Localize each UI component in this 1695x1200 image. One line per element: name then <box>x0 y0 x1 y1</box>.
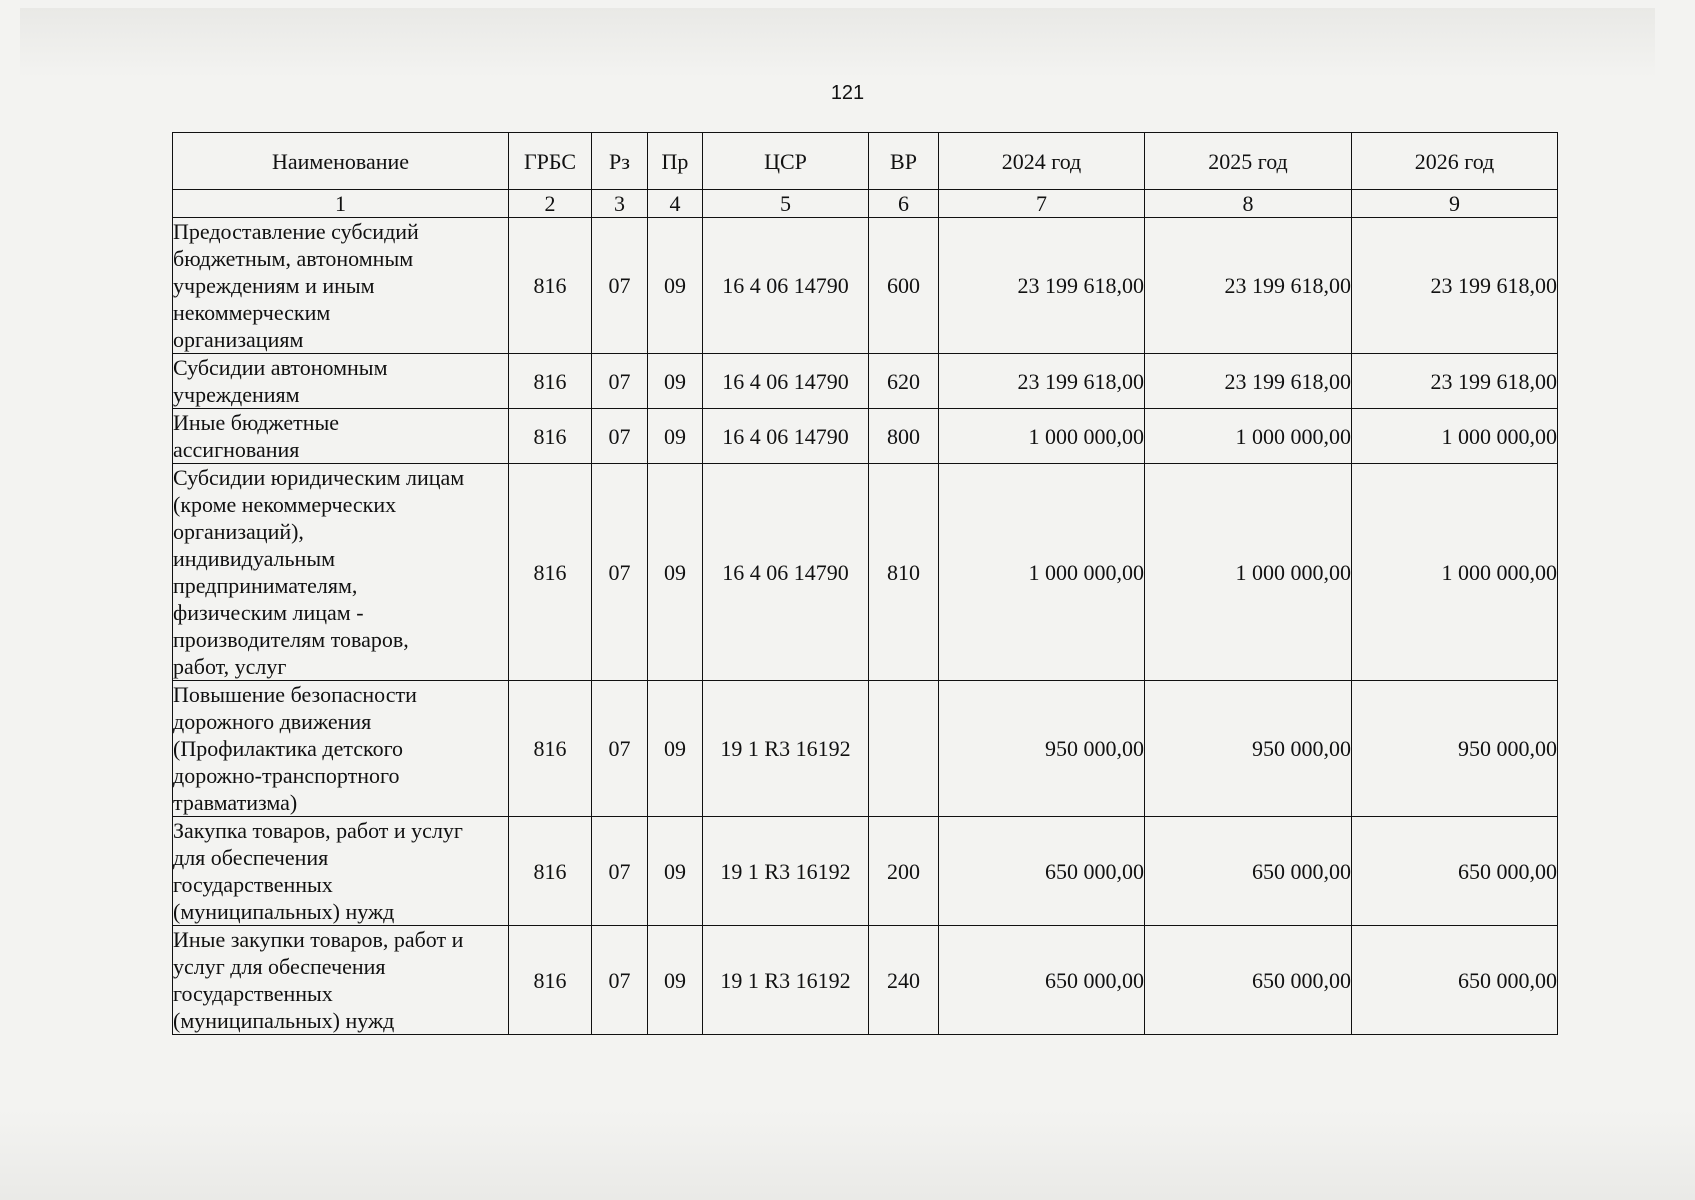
cell-name-line: Закупка товаров, работ и услуг <box>173 818 463 843</box>
cell-name-line: дорожного движения <box>173 709 372 734</box>
cell-name-line: дорожно-транспортного <box>173 763 400 788</box>
cell-name <box>173 926 509 1035</box>
cell-amount-2024: 1 000 000,00 <box>939 409 1145 464</box>
header-row <box>173 133 1558 190</box>
cell-name-line: учреждениям <box>173 382 300 407</box>
cell-amount-2026: 650 000,00 <box>1352 817 1558 926</box>
cell-amount-2026: 1 000 000,00 <box>1352 409 1558 464</box>
cell-vr: 620 <box>869 354 939 409</box>
cell-amount-2026: 23 199 618,00 <box>1352 218 1558 354</box>
cell-amount-2025: 650 000,00 <box>1145 926 1352 1035</box>
cell-amount-2025: 1 000 000,00 <box>1145 409 1352 464</box>
cell-amount-2026: 950 000,00 <box>1352 681 1558 817</box>
cell-vr: 600 <box>869 218 939 354</box>
cell-grbs: 816 <box>509 926 592 1035</box>
cell-amount-2024: 1 000 000,00 <box>939 464 1145 681</box>
column-number: 1 <box>173 190 509 218</box>
cell-name-line: физическим лицам - <box>173 600 364 625</box>
cell-csr: 16 4 06 14790 <box>703 218 869 354</box>
cell-amount-2024: 650 000,00 <box>939 817 1145 926</box>
cell-rz: 07 <box>592 817 648 926</box>
cell-csr: 16 4 06 14790 <box>703 464 869 681</box>
column-number: 5 <box>703 190 869 218</box>
cell-name-line: Субсидии юридическим лицам <box>173 465 465 490</box>
header-vr: ВР <box>869 133 939 190</box>
cell-amount-2025: 650 000,00 <box>1145 817 1352 926</box>
cell-name-line: (кроме некоммерческих <box>173 492 397 517</box>
cell-name-line: Предоставление субсидий <box>173 219 419 244</box>
cell-vr <box>869 681 939 817</box>
cell-grbs: 816 <box>509 354 592 409</box>
column-number: 9 <box>1352 190 1558 218</box>
cell-name-line: (муниципальных) нужд <box>173 899 395 924</box>
table-row <box>173 409 1558 464</box>
cell-name-line: организациям <box>173 327 304 352</box>
budget-table <box>172 132 1558 1035</box>
cell-csr: 16 4 06 14790 <box>703 409 869 464</box>
page-number: 121 <box>830 82 865 104</box>
header-2024: 2024 год <box>939 133 1145 190</box>
cell-vr: 800 <box>869 409 939 464</box>
cell-vr: 240 <box>869 926 939 1035</box>
header-2025: 2025 год <box>1145 133 1352 190</box>
cell-rz: 07 <box>592 354 648 409</box>
cell-name-line: государственных <box>173 981 333 1006</box>
header-grbs: ГРБС <box>509 133 592 190</box>
cell-pr: 09 <box>648 354 703 409</box>
cell-name-line: бюджетным, автономным <box>173 246 414 271</box>
table-row <box>173 218 1558 354</box>
header-pr: Пр <box>648 133 703 190</box>
table-row <box>173 354 1558 409</box>
cell-grbs: 816 <box>509 409 592 464</box>
column-number: 2 <box>509 190 592 218</box>
cell-name-line: государственных <box>173 872 333 897</box>
header-2026: 2026 год <box>1352 133 1558 190</box>
cell-rz: 07 <box>592 464 648 681</box>
cell-name-line: Повышение безопасности <box>173 682 417 707</box>
cell-pr: 09 <box>648 926 703 1035</box>
cell-rz: 07 <box>592 218 648 354</box>
table-row <box>173 926 1558 1035</box>
column-number: 4 <box>648 190 703 218</box>
cell-name-line: работ, услуг <box>173 654 287 679</box>
cell-name-line: производителям товаров, <box>173 627 409 652</box>
cell-csr: 19 1 R3 16192 <box>703 817 869 926</box>
cell-amount-2024: 950 000,00 <box>939 681 1145 817</box>
cell-name <box>173 409 509 464</box>
cell-rz: 07 <box>592 681 648 817</box>
cell-amount-2025: 23 199 618,00 <box>1145 218 1352 354</box>
header-rz: Рз <box>592 133 648 190</box>
table-row <box>173 817 1558 926</box>
cell-name <box>173 681 509 817</box>
cell-amount-2026: 1 000 000,00 <box>1352 464 1558 681</box>
cell-name-line: организаций), <box>173 519 304 544</box>
cell-amount-2025: 1 000 000,00 <box>1145 464 1352 681</box>
cell-amount-2025: 23 199 618,00 <box>1145 354 1352 409</box>
cell-name <box>173 817 509 926</box>
column-number-row <box>173 190 1558 218</box>
cell-amount-2026: 23 199 618,00 <box>1352 354 1558 409</box>
cell-amount-2026: 650 000,00 <box>1352 926 1558 1035</box>
cell-amount-2024: 650 000,00 <box>939 926 1145 1035</box>
cell-vr: 810 <box>869 464 939 681</box>
cell-name-line: для обеспечения <box>173 845 329 870</box>
cell-grbs: 816 <box>509 218 592 354</box>
cell-pr: 09 <box>648 218 703 354</box>
table-body <box>173 218 1558 1035</box>
cell-name-line: (муниципальных) нужд <box>173 1008 395 1033</box>
table-row <box>173 464 1558 681</box>
cell-rz: 07 <box>592 409 648 464</box>
cell-name-line: предпринимателям, <box>173 573 358 598</box>
cell-name-line: (Профилактика детского <box>173 736 404 761</box>
cell-pr: 09 <box>648 409 703 464</box>
cell-name-line: учреждениям и иным <box>173 273 375 298</box>
cell-name-line: услуг для обеспечения <box>173 954 386 979</box>
cell-name-line: индивидуальным <box>173 546 336 571</box>
cell-amount-2024: 23 199 618,00 <box>939 218 1145 354</box>
cell-grbs: 816 <box>509 681 592 817</box>
header-csr: ЦСР <box>703 133 869 190</box>
cell-amount-2025: 950 000,00 <box>1145 681 1352 817</box>
cell-pr: 09 <box>648 464 703 681</box>
cell-name <box>173 218 509 354</box>
cell-name-line: некоммерческим <box>173 300 331 325</box>
column-number: 3 <box>592 190 648 218</box>
cell-name-line: ассигнования <box>173 437 300 462</box>
column-number: 8 <box>1145 190 1352 218</box>
cell-name-line: Иные бюджетные <box>173 410 340 435</box>
cell-grbs: 816 <box>509 464 592 681</box>
cell-vr: 200 <box>869 817 939 926</box>
cell-grbs: 816 <box>509 817 592 926</box>
column-number: 6 <box>869 190 939 218</box>
cell-name-line: Иные закупки товаров, работ и <box>173 927 464 952</box>
column-number: 7 <box>939 190 1145 218</box>
header-name: Наименование <box>173 133 509 190</box>
cell-name-line: Субсидии автономным <box>173 355 388 380</box>
cell-csr: 19 1 R3 16192 <box>703 681 869 817</box>
cell-rz: 07 <box>592 926 648 1035</box>
cell-pr: 09 <box>648 681 703 817</box>
cell-name <box>173 354 509 409</box>
cell-csr: 19 1 R3 16192 <box>703 926 869 1035</box>
cell-pr: 09 <box>648 817 703 926</box>
cell-name <box>173 464 509 681</box>
table-row <box>173 681 1558 817</box>
cell-name-line: травматизма) <box>173 790 298 815</box>
cell-amount-2024: 23 199 618,00 <box>939 354 1145 409</box>
cell-csr: 16 4 06 14790 <box>703 354 869 409</box>
